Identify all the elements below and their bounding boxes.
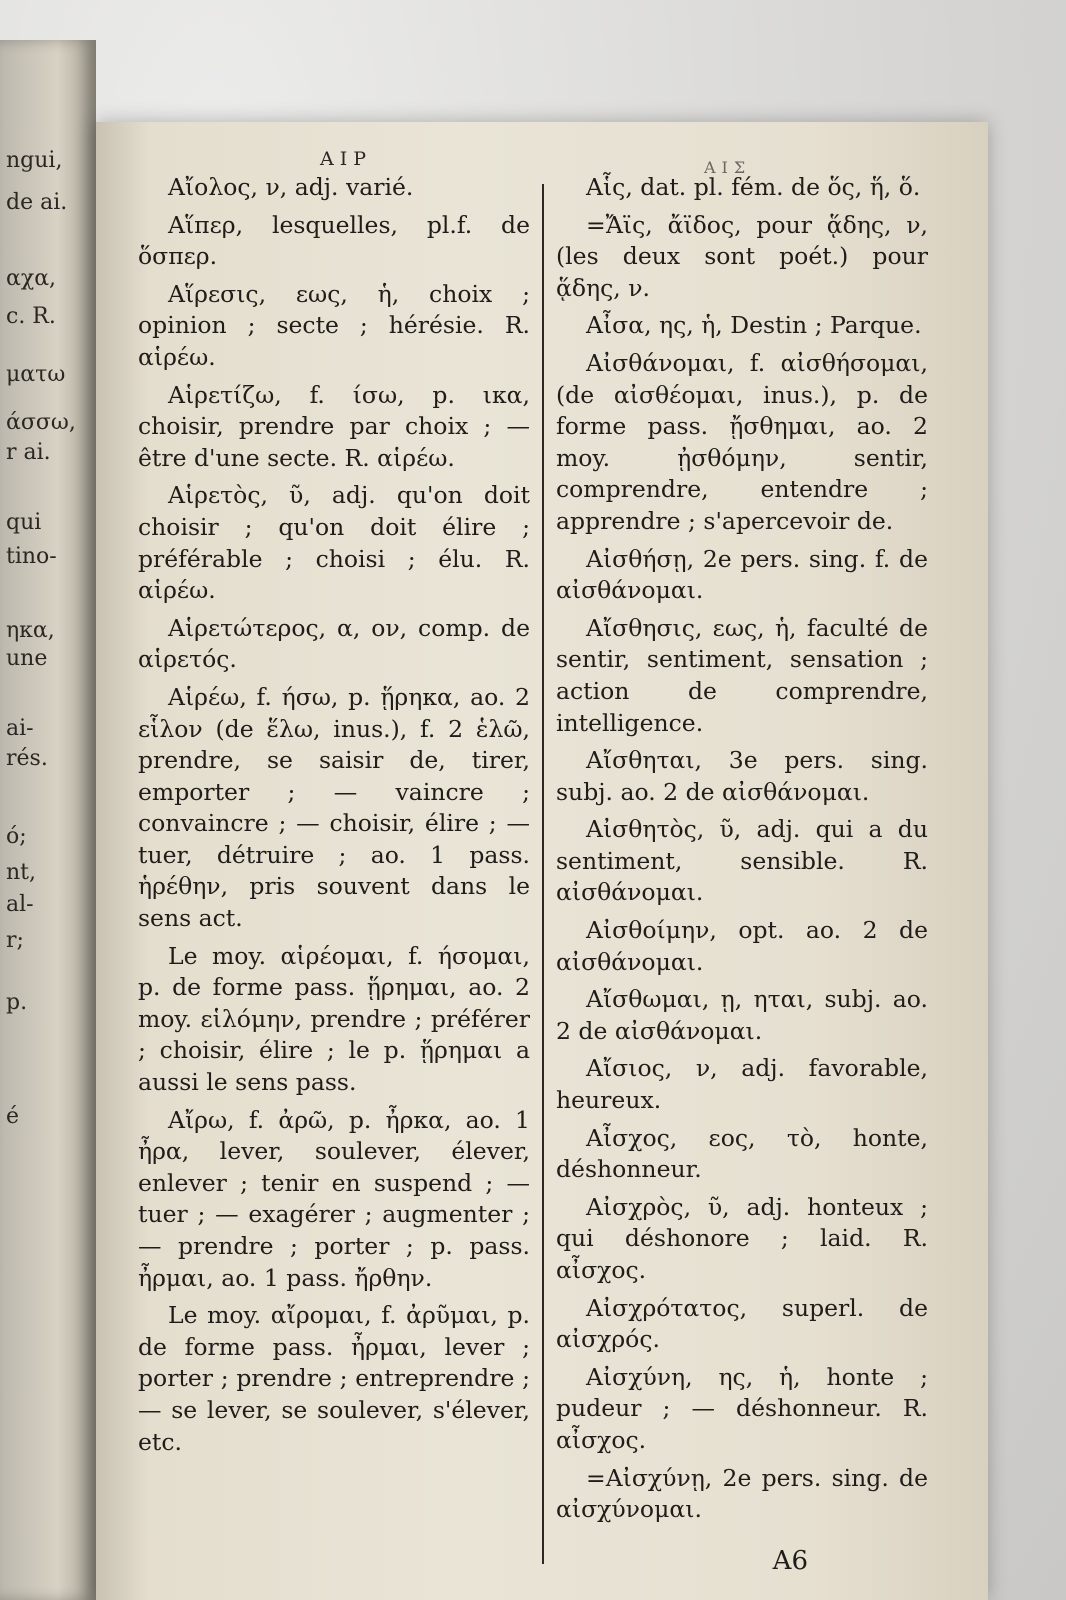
margin-fragment: r ai. <box>6 440 51 465</box>
margin-fragment: ματω <box>6 362 66 387</box>
margin-fragment: al- <box>6 892 34 917</box>
dictionary-entry: Αἵρεσις, εως, ἡ, choix ; opinion ; secte ; hérésie. R. αἱρέω. <box>138 279 530 371</box>
dictionary-entry: Αἴρω, f. ἀρῶ, p. ἦρκα, ao. 1 ἦρα, lever, soulever, élever, enlever ; tenir en suspend ; — tuer ; — exagérer ; augmenter ; — prendre ; porter ; p. pass. ἦρμαι, ao. 1 pass. ἤρθην. <box>138 1105 530 1292</box>
dictionary-entry: Αἱρέω, f. ήσω, p. ᾕρηκα, ao. 2 εἷλον (de ἕλω, inus.), f. 2 ἑλῶ, prendre, se saisir de, tirer, emporter ; — vaincre ; convaincre ; — choisir, élire ; — tuer, détruire ; ao. 1 pass. ἡρέθην, pris souvent dans le sens act. <box>138 682 530 933</box>
dictionary-entry: Αἵπερ, lesquelles, pl.f. de ὅσπερ. <box>138 210 530 271</box>
margin-fragment: c. R. <box>6 304 56 329</box>
dictionary-entry: Αἴσιος, ν, adj. favorable, heureux. <box>556 1054 928 1115</box>
margin-fragment: é <box>6 1104 20 1129</box>
margin-fragment: qui <box>6 510 42 535</box>
margin-fragment: ngui, <box>6 148 63 173</box>
dictionary-entry: Αἴσθηται, 3e pers. sing. subj. ao. 2 de αἰσθάνομαι. <box>556 746 928 806</box>
margin-fragment: rés. <box>6 746 48 771</box>
margin-fragment: de ai. <box>6 190 68 215</box>
margin-fragment: ηκα, <box>6 618 55 643</box>
margin-fragment: ό; <box>6 824 27 849</box>
dictionary-entry: Le moy. αἴρομαι, f. ἀρῦμαι, p. de forme pass. ἦρμαι, lever ; porter ; prendre ; entreprendre ; — se lever, se soulever, s'élever, etc. <box>138 1301 530 1456</box>
dictionary-entry: Αἴολος, ν, adj. varié. <box>168 173 414 201</box>
facing-page-edge <box>0 40 96 1600</box>
dictionary-entry: =Αἰσχύνῃ, 2e pers. sing. de αἰσχύνομαι. <box>556 1463 928 1524</box>
dictionary-entry: Αἰσχρότατος, superl. de αἰσχρός. <box>556 1293 928 1354</box>
dictionary-entry: Αἱρετὸς, ῦ, adj. qu'on doit choisir ; qu'on doit élire ; préférable ; choisi ; élu. R. αἱρέω. <box>138 481 530 605</box>
dictionary-entry: =Ἄϊς, ἄϊδος, pour ᾅδης, ν, (les deux sont poét.) pour ᾅδης, ν. <box>556 210 928 302</box>
dictionary-entry: Αἱρετίζω, f. ίσω, p. ικα, choisir, prendre par choix ; — être d'une secte. R. αἱρέω. <box>138 380 530 472</box>
dictionary-entry: Αἱρετώτερος, α, ον, comp. de αἱρετός. <box>138 613 530 674</box>
margin-fragment: άσσω, <box>6 410 76 435</box>
column-rule <box>542 184 544 1564</box>
left-column <box>138 172 530 1464</box>
dictionary-entry: Αἴσθησις, εως, ἡ, faculté de sentir, sentiment, sensation ; action de comprendre, intelligence. <box>556 613 928 737</box>
running-header-left: ΑΙΡ <box>320 148 373 170</box>
running-header-right: ΑΙΣ <box>704 158 752 177</box>
margin-fragment: tino- <box>6 544 57 569</box>
right-column <box>556 172 928 1532</box>
margin-fragment: p. <box>6 990 28 1015</box>
margin-fragment: ai- <box>6 716 34 741</box>
dictionary-entry: Αἰσθήσῃ, 2e pers. sing. f. de αἰσθάνομαι. <box>556 544 928 605</box>
dictionary-entry: Αἰσχύνη, ης, ἡ, honte ; pudeur ; — déshonneur. R. αἶσχος. <box>556 1362 928 1454</box>
dictionary-entry: Αἰσθοίμην, opt. ao. 2 de αἰσθάνομαι. <box>556 916 928 976</box>
dictionary-entry: Αἶσχος, εος, τὸ, honte, déshonneur. <box>556 1123 928 1184</box>
dictionary-entry: Αἰσθάνομαι, f. αἰσθήσομαι, (de αἰσθέομαι, inus.), p. de forme pass. ᾔσθημαι, ao. 2 moy. ᾐσθόμην, sentir, comprendre, entendre ; apprendre ; s'apercevoir de. <box>556 348 928 535</box>
page-folio: A6 <box>772 1546 808 1576</box>
dictionary-entry: Αἰσχρὸς, ῦ, adj. honteux ; qui déshonore ; laid. R. αἶσχος. <box>556 1192 928 1284</box>
dictionary-page <box>96 122 988 1600</box>
margin-fragment: une <box>6 646 48 671</box>
dictionary-entry: Αἷς, dat. pl. fém. de ὅς, ἥ, ὅ. <box>586 173 921 201</box>
margin-fragment: nt, <box>6 860 37 885</box>
dictionary-entry: Αἶσα, ης, ἡ, Destin ; Parque. <box>586 311 922 340</box>
dictionary-entry: Le moy. αἱρέομαι, f. ήσομαι, p. de forme pass. ᾕρημαι, ao. 2 moy. εἱλόμην, prendre ; préférer ; choisir, élire ; le p. ᾕρημαι a aussi le sens pass. <box>138 941 530 1097</box>
margin-fragment: αχα, <box>6 266 57 291</box>
margin-fragment: r; <box>6 928 24 953</box>
dictionary-entry: Αἴσθωμαι, ῃ, ηται, subj. ao. 2 de αἰσθάνομαι. <box>556 985 928 1045</box>
dictionary-entry: Αἰσθητὸς, ῦ, adj. qui a du sentiment, sensible. R. αἰσθάνομαι. <box>556 815 928 907</box>
